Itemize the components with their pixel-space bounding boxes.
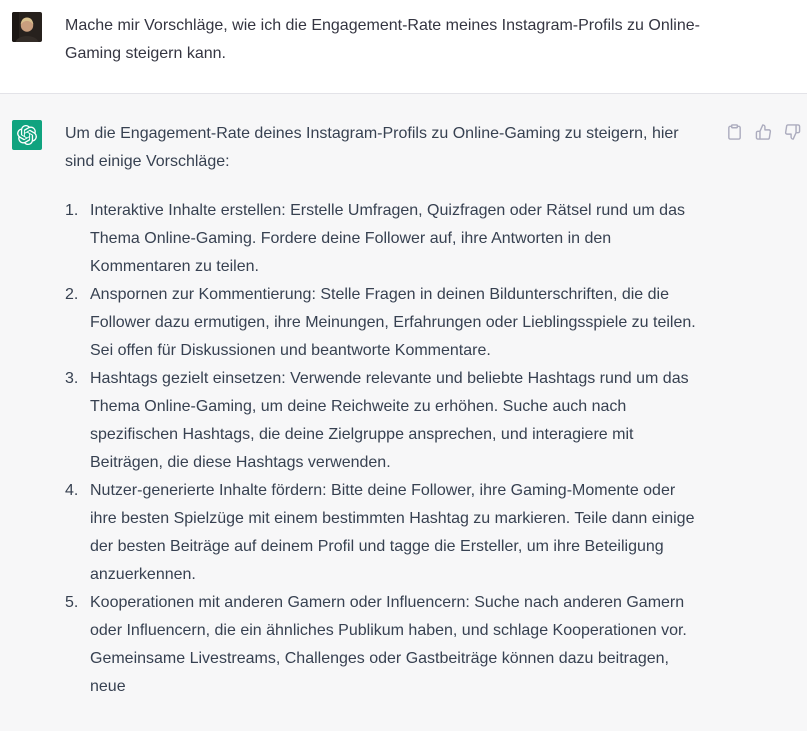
thumbs-up-button[interactable] — [755, 123, 772, 141]
suggestions-list — [65, 197, 697, 701]
list-item-text: Hashtags gezielt einsetzen: Verwende relevante und beliebte Hashtags rund um das Thema Online-Gaming, um deine Reichweite zu erhöhen. Suche auch nach spezifischen Hashtags, die deine Zielgruppe ansprechen, und interagiere mit Beiträgen, die diese Hashtags verwenden. — [90, 370, 689, 471]
list-item — [65, 365, 697, 477]
clipboard-icon — [726, 123, 743, 141]
list-item — [65, 197, 697, 281]
chatgpt-avatar — [12, 120, 42, 150]
list-item-number: 3. — [65, 370, 79, 387]
copy-button[interactable] — [726, 123, 743, 141]
list-item-text: Nutzer-generierte Inhalte fördern: Bitte deine Follower, ihre Gaming-Momente oder ihre besten Spielzüge mit einem bestimmten Hashtag zu markieren. Teile dann einige der besten Beiträge auf deinem Profil und tagge die Ersteller, um ihre Beteiligung anzuerkennen. — [90, 482, 695, 583]
openai-logo-icon — [17, 125, 37, 145]
list-item — [65, 477, 697, 589]
thumbs-down-button[interactable] — [784, 123, 801, 141]
assistant-intro: Um die Engagement-Rate deines Instagram-Profils zu Online-Gaming zu steigern, hier sind einige Vorschläge: — [65, 125, 679, 170]
user-message — [0, 0, 807, 93]
list-item — [65, 589, 697, 701]
list-item — [65, 281, 697, 365]
list-item-number: 4. — [65, 482, 79, 499]
list-item-text: Interaktive Inhalte erstellen: Erstelle Umfragen, Quizfragen oder Rätsel rund um das Thema Online-Gaming. Fordere deine Follower auf, ihre Antworten in den Kommentaren zu teilen. — [90, 202, 685, 275]
list-item-number: 5. — [65, 594, 79, 611]
list-item-text: Anspornen zur Kommentierung: Stelle Fragen in deinen Bildunterschriften, die die Follower dazu ermutigen, ihre Meinungen, Erfahrungen oder Lieblingsspiele zu teilen. Sei offen für Diskussionen und beantworte Kommentare. — [90, 286, 696, 359]
list-item-number: 2. — [65, 286, 79, 303]
user-avatar — [12, 12, 42, 42]
list-item-number: 1. — [65, 202, 79, 219]
thumbs-down-icon — [784, 123, 801, 141]
list-item-text: Kooperationen mit anderen Gamern oder Influencern: Suche nach anderen Gamern oder Influencern, die ein ähnliches Publikum haben, und schlage Kooperationen vor. Gemeinsame Livestreams, Challenges oder Gastbeiträge können dazu beitragen, neue — [90, 594, 687, 695]
user-message-text: Mache mir Vorschläge, wie ich die Engagement-Rate meines Instagram-Profils zu Online-Gaming steigern kann. — [65, 17, 700, 62]
user-photo-icon — [12, 12, 42, 42]
assistant-message-body — [65, 120, 697, 701]
message-actions — [726, 123, 801, 141]
assistant-message — [0, 93, 807, 731]
thumbs-up-icon — [755, 123, 772, 141]
